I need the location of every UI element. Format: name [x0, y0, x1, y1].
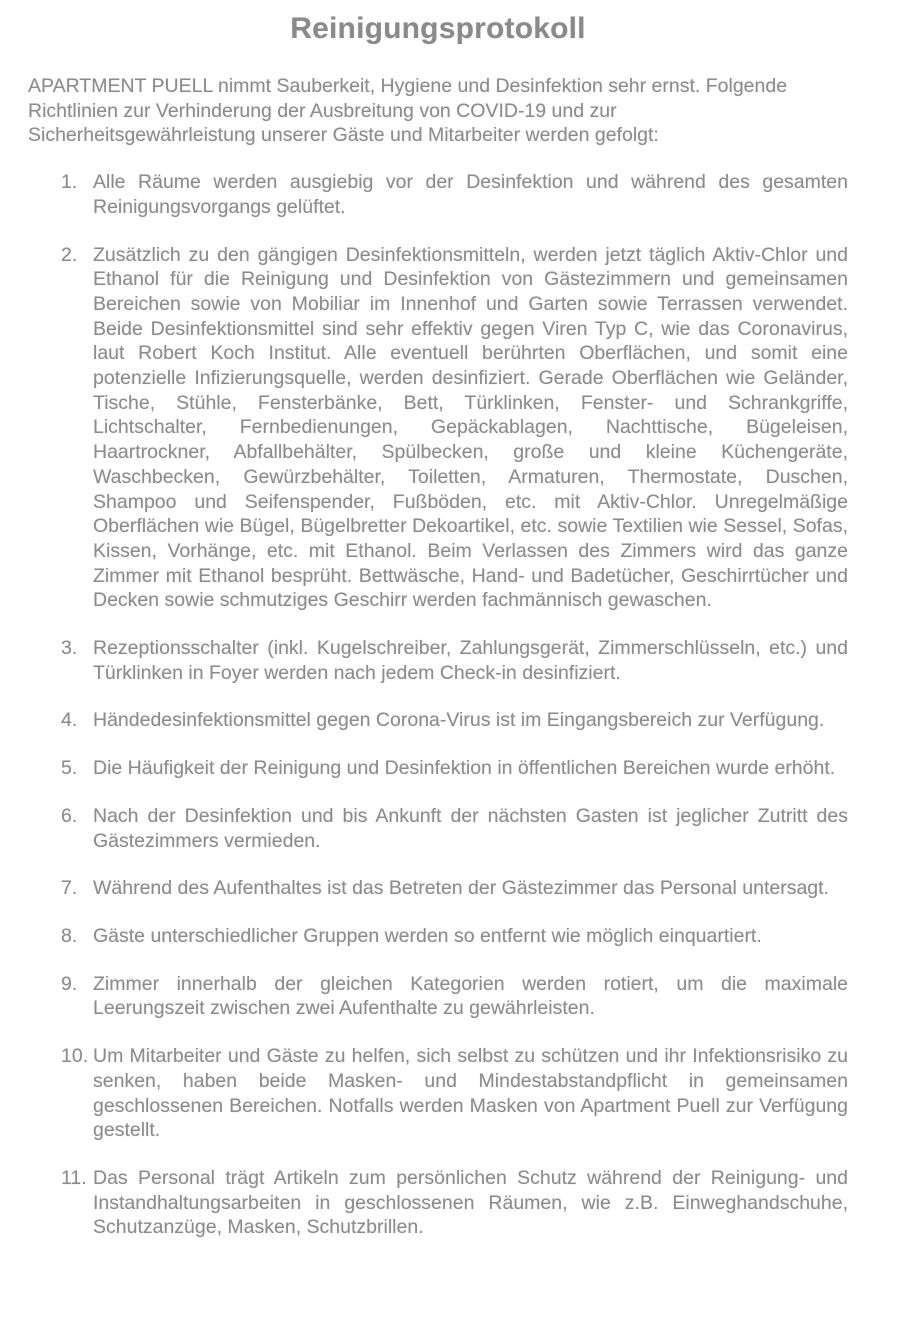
- list-item-text: Händedesinfektionsmittel gegen Corona-Virus ist im Eingangsbereich zur Verfügung.: [93, 709, 825, 732]
- list-item: [61, 636, 848, 685]
- list-item-text: Gäste unterschiedlicher Gruppen werden so entfernt wie möglich einquartiert.: [93, 924, 762, 947]
- list-item: [61, 756, 848, 781]
- list-item: [61, 924, 848, 949]
- list-item: [61, 243, 848, 614]
- list-item-text: Zimmer innerhalb der gleichen Kategorien werden rotiert, um die maximale Leerungszeit zwischen zwei Aufenthalte zu gewährleisten.: [93, 972, 848, 1020]
- list-item: [61, 972, 848, 1021]
- list-item-number: 7.: [61, 877, 78, 900]
- list-item: [61, 1044, 848, 1143]
- list-item-number: 8.: [61, 924, 78, 947]
- list-item-number: 11.: [61, 1166, 87, 1189]
- list-item: [61, 876, 848, 901]
- list-item-number: 1.: [61, 171, 78, 194]
- document-title: Reinigungsprotokoll: [290, 12, 586, 45]
- list-item-text: Nach der Desinfektion und bis Ankunft der nächsten Gasten ist jeglicher Zutritt des Gästezimmers vermieden.: [93, 804, 848, 852]
- list-item-text: Das Personal trägt Artikeln zum persönlichen Schutz während der Reinigung- und Instandhaltungsarbeiten in geschlossenen Räumen, wie z.B. Einweghandschuhe, Schutzanzüge, Masken, Schutzbrillen.: [93, 1166, 848, 1239]
- list-item-number: 9.: [61, 972, 78, 995]
- list-item-number: 4.: [61, 709, 78, 732]
- list-item: [61, 170, 848, 219]
- list-item-text: Während des Aufenthaltes ist das Betreten der Gästezimmer das Personal untersagt.: [93, 877, 829, 900]
- list-item: [61, 804, 848, 853]
- list-item-text: Rezeptionsschalter (inkl. Kugelschreiber, Zahlungsgerät, Zimmerschlüsseln, etc.) und Türklinken in Foyer werden nach jedem Check-in desinfiziert.: [93, 637, 848, 684]
- list-item-text: Alle Räume werden ausgiebig vor der Desinfektion und während des gesamten Reinigungsvorgangs gelüftet.: [93, 171, 848, 218]
- list-item-number: 3.: [61, 637, 78, 660]
- list-item-text: Die Häufigkeit der Reinigung und Desinfektion in öffentlichen Bereichen wurde erhöht.: [93, 757, 836, 780]
- list-item-text: Um Mitarbeiter und Gäste zu helfen, sich selbst zu schützen und ihr Infektionsrisiko zu senken, haben beide Masken- und Mindestabstandpflicht in gemeinsamen geschlossenen Bereichen. Notfalls werden Masken von Apartment Puell zur Verfügung gestellt.: [93, 1045, 848, 1142]
- list-item-text: Zusätzlich zu den gängigen Desinfektionsmitteln, werden jetzt täglich Aktiv-Chlor und Ethanol für die Reinigung und Desinfektion von Gästezimmern und gemeinsamen Bereichen sowie von Mobiliar im Innenhof und Garten sowie Terrassen verwendet. Beide Desinfektionsmittel sind sehr effektiv gegen Viren Typ C, wie das Coronavirus, laut Robert Koch Institut. Alle eventuell berührten Oberflächen, und somit eine potenzielle Infizierungsquelle, werden desinfiziert. Gerade Oberflächen wie Geländer, Tische, Stühle, Fensterbänke, Bett, Türklinken, Fenster- und Schrankgriffe, Lichtschalter, Fernbedienungen, Gepäckablagen, Nachttische, Bügeleisen, Haartrockner, Abfallbehälter, Spülbecken, große und kleine Küchengeräte, Waschbecken, Gewürzbehälter, Toiletten, Armaturen, Thermostate, Duschen, Shampoo und Seifenspender, Fußböden, etc. mit Aktiv-Chlor. Unregelmäßige Oberflächen wie Bügel, Bügelbretter Dekoartikel, etc. sowie Textilien wie Sessel, Sofas, Kissen, Vorhänge, etc. mit Ethanol. Beim Verlassen des Zimmers wird das ganze Zimmer mit Ethanol besprüht. Bettwäsche, Hand- und Badetücher, Geschirrtücher und Decken sowie schmutziges Geschirr werden fachmännisch gewaschen.: [93, 243, 848, 612]
- intro-paragraph: APARTMENT PUELL nimmt Sauberkeit, Hygiene und Desinfektion sehr ernst. Folgende Richtlinien zur Verhinderung der Ausbreitung von COVID-19 und zur Sicherheitsgewährleistung unserer Gäste und Mitarbeiter werden gefolgt:: [28, 75, 788, 147]
- list-item-number: 2.: [61, 243, 78, 266]
- list-item-number: 10.: [61, 1045, 89, 1068]
- list-item-number: 5.: [61, 757, 78, 780]
- list-item: [61, 708, 848, 733]
- list-item: [61, 1166, 848, 1240]
- rules-list: [28, 170, 848, 1240]
- list-item-number: 6.: [61, 804, 78, 827]
